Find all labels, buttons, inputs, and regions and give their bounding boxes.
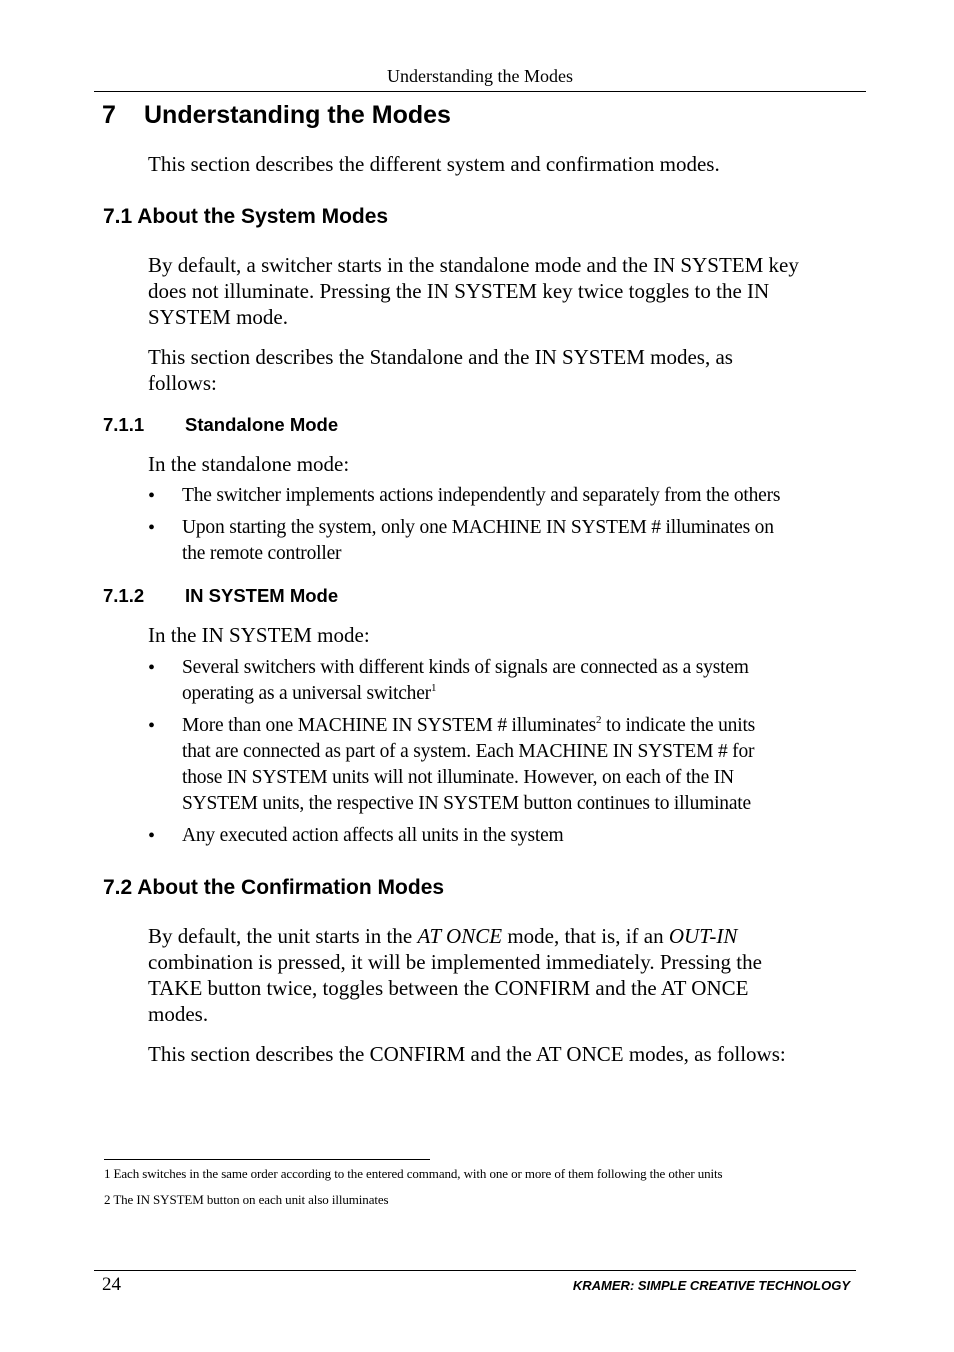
footnote-2: 2 The IN SYSTEM button on each unit also illuminates: [104, 1192, 389, 1207]
bullet-icon: •: [148, 657, 156, 679]
text-fragment: By default, the unit starts in the: [148, 924, 418, 948]
page-number: 24: [102, 1274, 121, 1295]
text-line: combination is pressed, it will be implemented immediately. Pressing the: [148, 950, 762, 974]
text-line: [182, 681, 862, 707]
text-fragment: to indicate the units: [601, 715, 756, 736]
list-item: The switcher implements actions independently and separately from the others: [182, 485, 781, 506]
section-number: 7: [102, 101, 116, 129]
bullet-icon: •: [148, 485, 156, 507]
paragraph-system-modes-overview: [148, 344, 860, 396]
footnote-divider: [104, 1159, 430, 1160]
text-line: Upon starting the system, only one MACHINE IN SYSTEM # illuminates on: [182, 517, 774, 538]
mode-name-out-in: OUT-IN: [668, 924, 738, 948]
footer-divider: [94, 1270, 856, 1271]
footnote-1: 1 Each switches in the same order according to the entered command, with one or more of them following the other units: [104, 1166, 723, 1181]
subsection-heading-7-2: 7.2 About the Confirmation Modes: [103, 876, 445, 899]
in-system-lead: In the IN SYSTEM mode:: [148, 623, 370, 647]
subsubsection-number-7-1-2: 7.1.2: [103, 585, 145, 606]
footnote-ref-2[interactable]: 2: [596, 713, 602, 726]
text-line: This section describes the Standalone and the IN SYSTEM modes, as: [148, 345, 733, 369]
mode-name-at-once: AT ONCE: [417, 924, 503, 948]
running-header: Understanding the Modes: [387, 66, 573, 86]
section-intro: This section describes the different system and confirmation modes.: [148, 152, 720, 176]
paragraph-system-modes-default: [148, 252, 860, 330]
bullet-icon: •: [148, 517, 156, 539]
header-divider: [94, 91, 866, 92]
list-item: [182, 515, 862, 567]
section-title: Understanding the Modes: [144, 101, 451, 129]
bullet-icon: •: [148, 825, 156, 847]
text-line: [148, 923, 860, 949]
text-line: the remote controller: [182, 543, 342, 564]
standalone-lead: In the standalone mode:: [148, 452, 350, 476]
list-item: Any executed action affects all units in the system: [182, 825, 564, 846]
list-item: [182, 655, 862, 707]
subsection-heading-7-1: 7.1 About the System Modes: [103, 205, 389, 228]
subsubsection-title-in-system: IN SYSTEM Mode: [185, 585, 339, 606]
paragraph-confirmation-overview: This section describes the CONFIRM and the AT ONCE modes, as follows:: [148, 1042, 786, 1066]
text-line: SYSTEM mode.: [148, 305, 289, 329]
footnote-ref-1[interactable]: 1: [430, 681, 437, 694]
text-line: [182, 713, 862, 739]
text-line: By default, a switcher starts in the standalone mode and the IN SYSTEM key: [148, 253, 799, 277]
text-fragment: mode, that is, if an: [502, 924, 669, 948]
text-line: those IN SYSTEM units will not illuminate. However, on each of the IN: [182, 767, 734, 788]
text-line: does not illuminate. Pressing the IN SYSTEM key twice toggles to the IN: [148, 279, 770, 303]
text-line: follows:: [148, 371, 217, 395]
footer-brand: KRAMER: SIMPLE CREATIVE TECHNOLOGY: [572, 1278, 850, 1293]
text-line: modes.: [148, 1002, 209, 1026]
subsubsection-number-7-1-1: 7.1.1: [103, 414, 145, 435]
text-line: Several switchers with different kinds of signals are connected as a system: [182, 657, 749, 678]
subsubsection-title-standalone: Standalone Mode: [185, 414, 339, 435]
paragraph-confirmation-default: [148, 923, 860, 1027]
text-line: SYSTEM units, the respective IN SYSTEM button continues to illuminate: [182, 793, 751, 814]
text-fragment: More than one MACHINE IN SYSTEM # illuminates: [182, 715, 597, 736]
list-item: [182, 713, 862, 817]
text-fragment: operating as a universal switcher: [182, 683, 431, 704]
text-line: TAKE button twice, toggles between the CONFIRM and the AT ONCE: [148, 976, 749, 1000]
bullet-icon: •: [148, 715, 156, 737]
text-line: that are connected as part of a system. Each MACHINE IN SYSTEM # for: [182, 741, 755, 762]
